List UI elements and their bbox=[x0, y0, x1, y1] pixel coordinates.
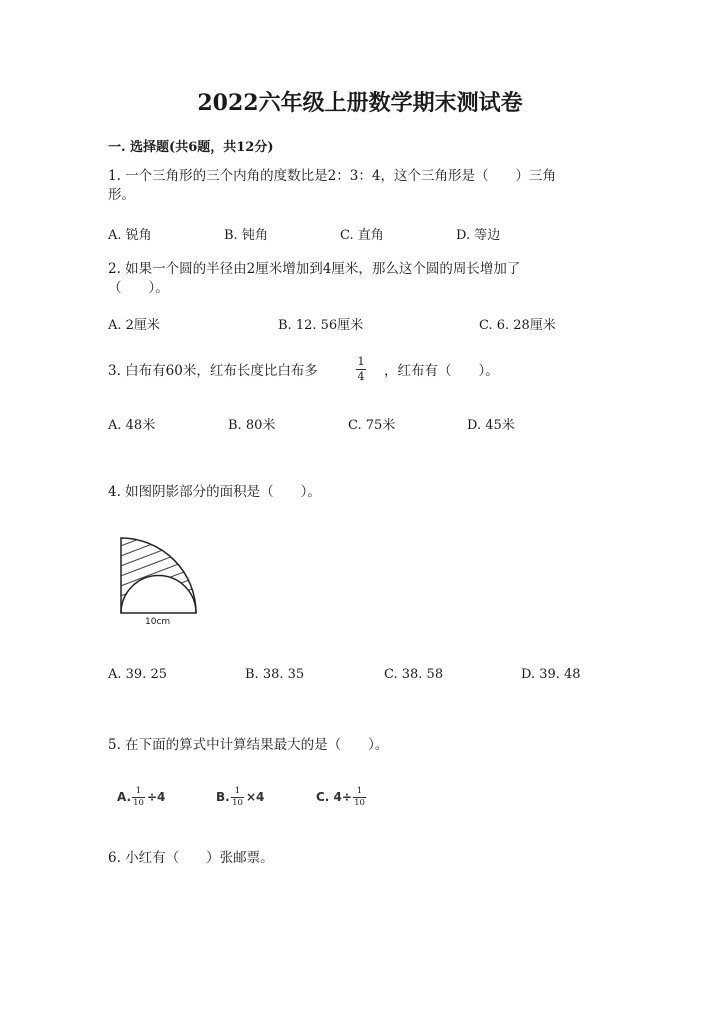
question-1-option-c: C. 直角 bbox=[340, 228, 384, 243]
question-3-fraction bbox=[356, 356, 366, 383]
question-3-option-c: C. 75米 bbox=[348, 418, 396, 433]
hatch-lines bbox=[110, 530, 205, 615]
question-5-option-a-fraction bbox=[132, 787, 145, 808]
question-1-line-1: 1. 一个三角形的三个内角的度数比是2：3：4，这个三角形是（ ）三角 bbox=[108, 168, 556, 184]
question-1-option-d: D. 等边 bbox=[456, 228, 501, 243]
page-title: 2022六年级上册数学期末测试卷 bbox=[197, 90, 523, 116]
question-3-option-b: B. 80米 bbox=[228, 418, 276, 433]
fraction-numerator: 1 bbox=[356, 786, 363, 796]
fraction-denominator: 10 bbox=[232, 798, 243, 808]
question-2-option-a: A. 2厘米 bbox=[108, 318, 160, 333]
question-5-option-c-fraction bbox=[353, 787, 366, 808]
question-3-text-after: ，红布有（ ）。 bbox=[384, 363, 499, 379]
fraction-numerator: 1 bbox=[234, 786, 241, 796]
question-5-option-a-prefix: A. bbox=[117, 790, 132, 804]
question-5-option-b-fraction bbox=[231, 787, 244, 808]
question-6-text: 6. 小红有（ ）张邮票。 bbox=[108, 850, 274, 866]
shaded-quarter-circle-figure bbox=[110, 530, 205, 615]
question-2-option-c: C. 6. 28厘米 bbox=[479, 318, 556, 333]
question-1-option-b: B. 钝角 bbox=[224, 228, 268, 243]
question-4-option-a: A. 39. 25 bbox=[108, 667, 168, 682]
fraction-denominator: 10 bbox=[133, 798, 144, 808]
question-1-option-a: A. 锐角 bbox=[108, 228, 152, 243]
question-2-line-2: （ ）。 bbox=[108, 280, 169, 296]
question-3-fraction-denominator: 4 bbox=[357, 370, 365, 383]
question-5-text: 5. 在下面的算式中计算结果最大的是（ ）。 bbox=[108, 737, 389, 753]
question-4-text: 4. 如图阴影部分的面积是（ ）。 bbox=[108, 484, 321, 500]
question-4-option-b: B. 38. 35 bbox=[245, 667, 305, 682]
figure-dimension-label: 10cm bbox=[145, 617, 171, 627]
fraction-numerator: 1 bbox=[135, 786, 142, 796]
fraction-denominator: 10 bbox=[354, 798, 365, 808]
question-4-option-c: C. 38. 58 bbox=[384, 667, 444, 682]
question-2-line-1: 2. 如果一个圆的半径由2厘米增加到4厘米，那么这个圆的周长增加了 bbox=[108, 261, 521, 277]
question-5-option-b-suffix: ×4 bbox=[246, 790, 265, 804]
question-5-option-a-suffix: ÷4 bbox=[147, 790, 166, 804]
question-2-option-b: B. 12. 56厘米 bbox=[278, 318, 364, 333]
section-heading: 一. 选择题(共6题，共12分) bbox=[108, 140, 274, 155]
question-3-option-d: D. 45米 bbox=[467, 418, 515, 433]
question-3-option-a: A. 48米 bbox=[108, 418, 156, 433]
question-5-option-c-prefix: C. 4÷ bbox=[316, 790, 352, 804]
question-1-line-2: 形。 bbox=[108, 187, 135, 203]
question-5-option-b-prefix: B. bbox=[216, 790, 230, 804]
question-3-text-before: 3. 白布有60米，红布长度比白布多 bbox=[108, 363, 318, 379]
question-3-fraction-numerator: 1 bbox=[357, 355, 365, 368]
question-4-option-d: D. 39. 48 bbox=[521, 667, 581, 682]
